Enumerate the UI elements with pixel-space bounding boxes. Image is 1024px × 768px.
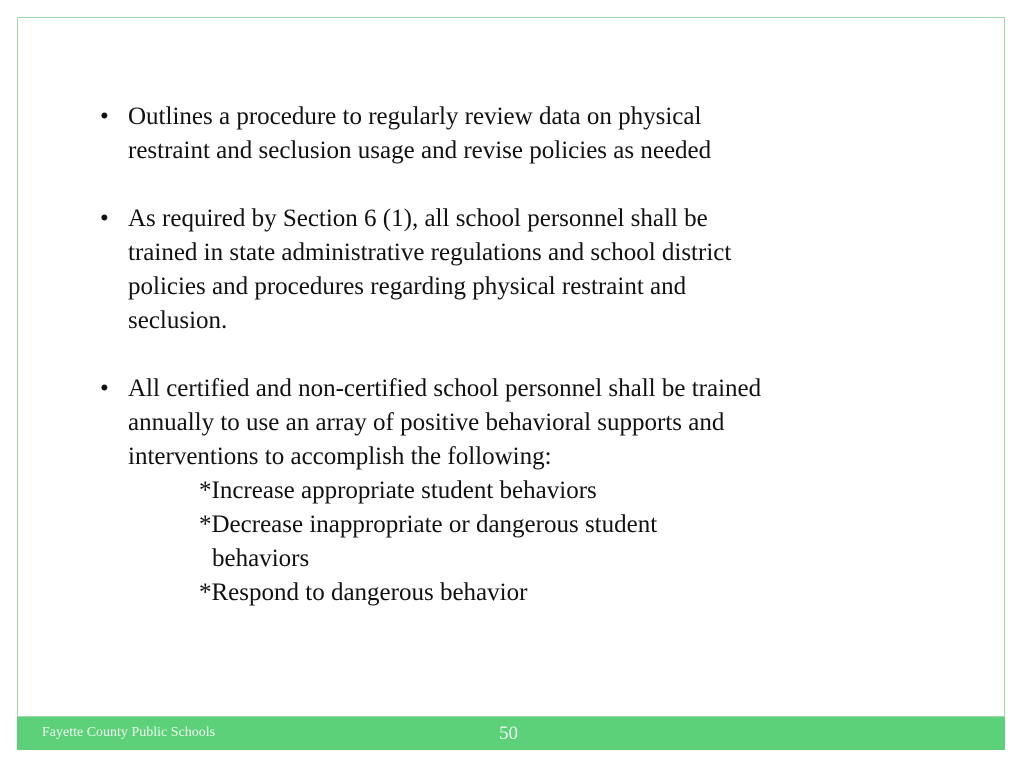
bullet-line: All certified and non-certified school personnel shall be trained: [128, 375, 762, 402]
bullet-icon: •: [100, 375, 109, 402]
sub-item: *Respond to dangerous behavior: [199, 579, 528, 606]
bullet-icon: •: [100, 205, 109, 232]
bullet-item: [100, 202, 960, 338]
page-number: 50: [499, 723, 518, 744]
bullet-icon: •: [100, 103, 109, 130]
sub-item: *Increase appropriate student behaviors: [199, 477, 597, 504]
bullet-line: restraint and seclusion usage and revise policies as needed: [128, 137, 712, 164]
sub-item-continuation: behaviors: [212, 545, 310, 572]
bullet-line: As required by Section 6 (1), all school personnel shall be: [128, 205, 708, 232]
bullet-line: interventions to accomplish the following:: [128, 443, 552, 470]
slide-content: [100, 100, 960, 644]
bullet-line: Outlines a procedure to regularly review data on physical: [128, 103, 702, 130]
sub-item: *Decrease inappropriate or dangerous student: [199, 511, 658, 538]
bullet-line: seclusion.: [128, 307, 228, 334]
bullet-line: annually to use an array of positive behavioral supports and: [128, 409, 725, 436]
bullet-item: [100, 100, 960, 168]
footer-organization: Fayette County Public Schools: [42, 725, 216, 740]
bullet-item: [100, 372, 960, 610]
bullet-line: policies and procedures regarding physical restraint and: [128, 273, 687, 300]
footer-bar: [17, 716, 1005, 750]
bullet-line: trained in state administrative regulations and school district: [128, 239, 732, 266]
